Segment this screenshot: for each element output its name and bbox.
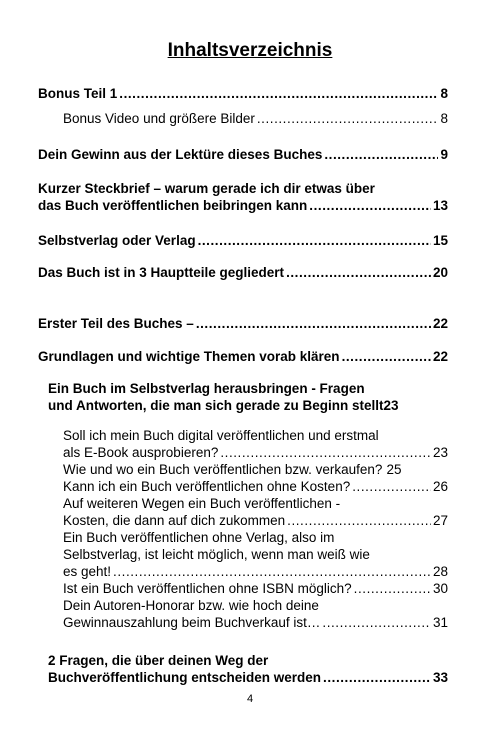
leader-dots	[286, 264, 431, 281]
toc-entry-bonus-teil-1[interactable]	[38, 85, 448, 102]
toc-entry-label-line: Soll ich mein Buch digital veröffentlichen und erstmal	[63, 428, 379, 443]
toc-entry-digital-ebook[interactable]	[63, 427, 448, 461]
toc-entry-ohne-isbn[interactable]	[63, 580, 448, 597]
toc-entry-bonus-video[interactable]	[63, 110, 448, 127]
toc-entry-ohne-kosten[interactable]	[63, 478, 448, 495]
toc-entry-label: und Antworten, die man sich gerade zu Beginn stellt	[48, 398, 384, 413]
toc-entry-dein-gewinn[interactable]	[38, 146, 448, 163]
toc-page-ref: 15	[432, 233, 448, 248]
toc-entry-label-line: Dein Autoren-Honorar bzw. wie hoch deine	[63, 598, 319, 613]
toc-entry-erster-teil[interactable]	[38, 315, 448, 332]
toc-entry-label: es geht!	[63, 564, 112, 579]
toc-entry-2-fragen[interactable]	[48, 652, 448, 686]
toc-entry-label: Das Buch ist in 3 Hauptteile gegliedert	[38, 265, 285, 280]
toc-entry-grundlagen[interactable]	[38, 348, 448, 365]
toc-entry-label-line: Ein Buch veröffentlichen ohne Verlag, also im	[63, 530, 335, 545]
toc-entry-label: als E-Book ausprobieren?	[63, 445, 219, 460]
toc-entry-label: Bonus Video und größere Bilder	[63, 111, 255, 126]
leader-dots	[324, 146, 438, 163]
leader-dots	[198, 232, 431, 249]
toc-entry-label: Bonus Teil 1	[38, 86, 118, 101]
toc-entry-label: Selbstverlag oder Verlag	[38, 233, 196, 248]
toc-page-ref: 22	[432, 316, 448, 331]
toc-entry-label: Grundlagen und wichtige Themen vorab klären	[38, 349, 340, 364]
toc-entry-label-line: Ein Buch im Selbstverlag herausbringen - Fragen	[48, 381, 365, 396]
toc-entry-wie-und-wo[interactable]	[63, 461, 448, 478]
toc-entry-hauptteile[interactable]	[38, 264, 448, 281]
toc-page-ref: 8	[440, 86, 448, 101]
toc-entry-label: Erster Teil des Buches –	[38, 316, 194, 331]
toc-page-ref: 28	[432, 564, 448, 579]
leader-dots	[322, 614, 431, 631]
toc-page-ref: 22	[432, 349, 448, 364]
toc-entry-label: Kann ich ein Buch veröffentlichen ohne Kosten?	[63, 479, 351, 494]
leader-dots	[220, 444, 431, 461]
toc-page-ref: 20	[432, 265, 448, 280]
toc-entry-label: Gewinnauszahlung beim Buchverkauf ist…	[63, 615, 321, 630]
leader-dots	[309, 197, 431, 214]
toc-page-ref: 33	[432, 670, 448, 685]
leader-dots	[196, 315, 431, 332]
toc-page-ref: 31	[432, 615, 448, 630]
toc-entry-weitere-wege[interactable]	[63, 495, 448, 529]
leader-dots	[354, 580, 431, 597]
toc-entry-label: Ist ein Buch veröffentlichen ohne ISBN möglich?	[63, 581, 352, 596]
toc-page-ref: 26	[432, 479, 448, 494]
toc-entry-label-line: Kurzer Steckbrief – warum gerade ich dir etwas über	[38, 181, 375, 196]
toc-entry-label: Kosten, die dann auf dich zukommen	[63, 513, 286, 528]
toc-entry-label: Dein Gewinn aus der Lektüre dieses Buches	[38, 147, 323, 162]
toc-entry-label-line: Auf weiteren Wegen ein Buch veröffentlichen -	[63, 496, 341, 511]
toc-entry-label: Wie und wo ein Buch veröffentlichen bzw. verkaufen?	[63, 462, 383, 477]
toc-page-ref: 23	[432, 445, 448, 460]
toc-entry-autoren-honorar[interactable]	[63, 597, 448, 631]
leader-dots	[323, 669, 431, 686]
page-number: 4	[246, 693, 254, 705]
toc-page-ref: 30	[432, 581, 448, 596]
toc-entry-selbstverlag[interactable]	[38, 232, 448, 249]
leader-dots	[342, 348, 431, 365]
toc-page-ref: 23	[383, 398, 399, 413]
toc-entry-label: Buchveröffentlichung entscheiden werden	[48, 670, 322, 685]
toc-page-ref: 13	[432, 198, 448, 213]
leader-dots	[257, 110, 439, 127]
toc-entry-selbstverlag-fragen[interactable]	[48, 380, 448, 414]
toc-page-ref: 25	[386, 462, 402, 477]
toc-entry-label: das Buch veröffentlichen beibringen kann	[38, 198, 308, 213]
page-title: Inhaltsverzeichnis	[167, 40, 333, 61]
toc-page-ref: 9	[440, 147, 448, 162]
leader-dots	[119, 85, 438, 102]
toc-entry-ohne-verlag[interactable]	[63, 529, 448, 580]
leader-dots	[113, 563, 431, 580]
toc-page-ref: 27	[432, 513, 448, 528]
leader-dots	[352, 478, 431, 495]
toc-entry-kurzer-steckbrief[interactable]	[38, 180, 448, 214]
leader-dots	[287, 512, 431, 529]
toc-entry-label-line: 2 Fragen, die über deinen Weg der	[48, 653, 269, 668]
toc-entry-label-line: Selbstverlag, ist leicht möglich, wenn man weiß wie	[63, 547, 370, 562]
toc-page-ref: 8	[440, 111, 448, 126]
